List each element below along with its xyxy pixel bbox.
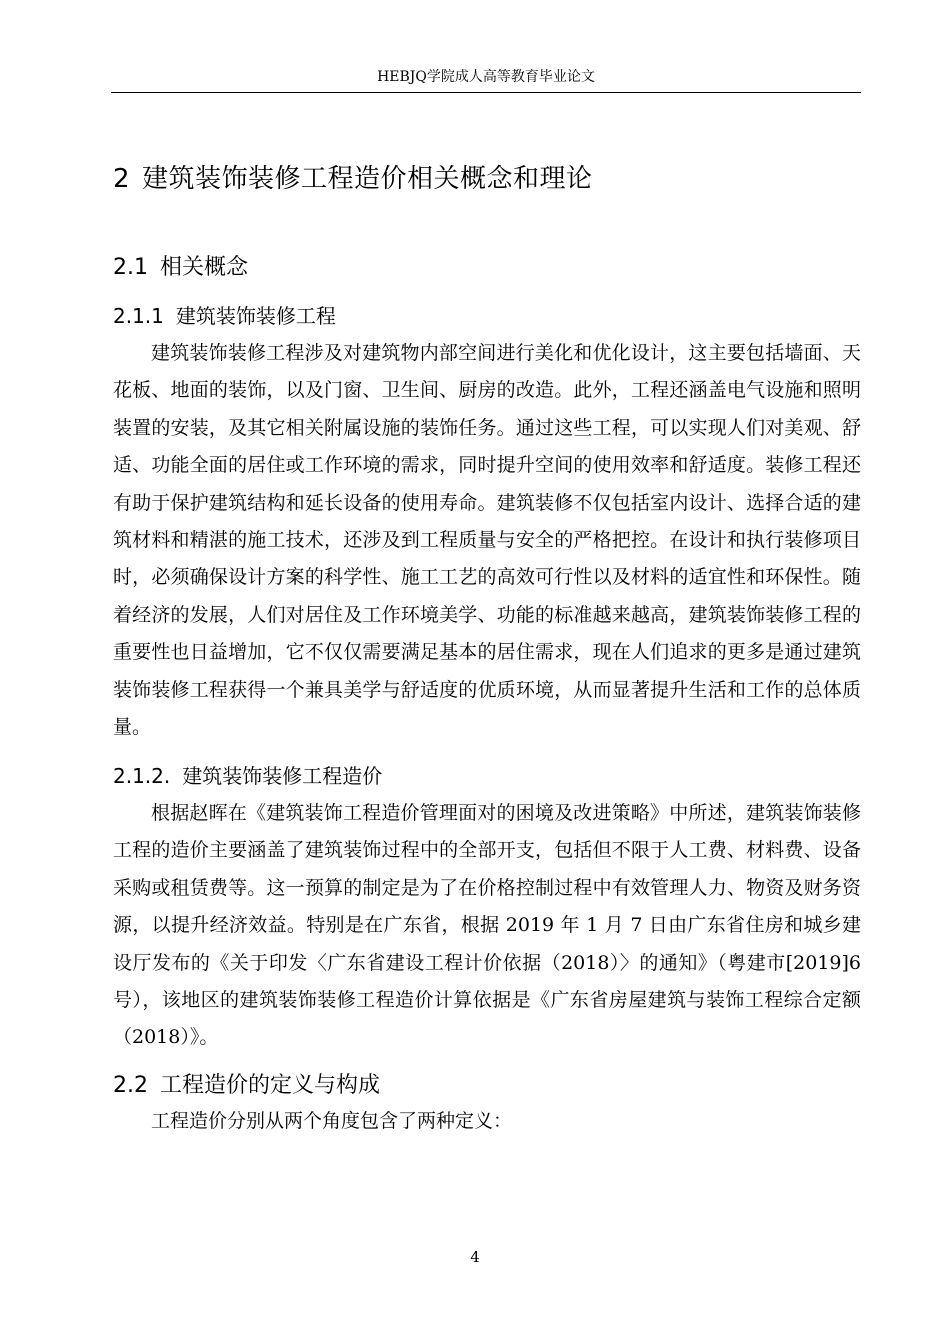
section-2-1-1-paragraph: 建筑装饰装修工程涉及对建筑物内部空间进行美化和优化设计，这主要包括墙面、天花板、地面的装饰，以及门窗、卫生间、厨房的改造。此外，工程还涵盖电气设施和照明装置的安装，及其它相关附属设施的装饰任务。通过这些工程，可以实现人们对美观、舒适、功能全面的居住或工作环境的需求，同时提升空间的使用效率和舒适度。装修工程还有助于保护建筑结构和延长设备的使用寿命。建筑装修不仅包括室内设计、选择合适的建筑材料和精湛的施工技术，还涉及到工程质量与安全的严格把控。在设计和执行装修项目时，必须确保设计方案的科学性、施工工艺的高效可行性以及材料的适宜性和环保性。随着经济的发展，人们对居住及工作环境美学、功能的标准越来越高，建筑装饰装修工程的重要性也日益增加，它不仅仅需要满足基本的居住需求，现在人们追求的更多是通过建筑装饰装修工程获得一个兼具美学与舒适度的优质环境，从而显著提升生活和工作的总体质量。 [113,342,861,739]
chapter-title: 建筑装饰装修工程造价相关概念和理论 [142,164,593,194]
chapter-number: 2 [113,164,131,194]
chapter-heading [113,158,593,195]
running-header [111,66,861,93]
section-2-2-paragraph: 工程造价分别从两个角度包含了两种定义： [151,1110,513,1132]
section-2-1-2-number: 2.1.2. [113,764,171,788]
section-2-1-title: 相关概念 [160,255,249,280]
section-2-1-2-heading [113,760,382,789]
section-2-2-number: 2.2 [113,1073,148,1098]
section-2-2-title: 工程造价的定义与构成 [160,1073,381,1098]
section-2-1-number: 2.1 [113,255,148,280]
section-2-1-1-number: 2.1.1 [113,304,164,328]
page-number: 4 [470,1248,480,1266]
running-header-title: HEBJQ学院成人高等教育毕业论文 [377,69,595,85]
section-2-1-2-title: 建筑装饰装修工程造价 [182,764,383,788]
section-2-1-1-heading [113,300,336,329]
section-2-1-2-paragraph: 根据赵晖在《建筑装饰工程造价管理面对的困境及改进策略》中所述，建筑装饰装修工程的造价主要涵盖了建筑装饰过程中的全部开支，包括但不限于人工费、材料费、设备采购或租赁费等。这一预算的制定是为了在价格控制过程中有效管理人力、物资及财务资源，以提升经济效益。特别是在广东省，根据 2019 年 1 月 7 日由广东省住房和城乡建设厅发布的《关于印发〈广东省建设工程计价依据（2018）〉的通知》（粤建市[2019]6 号），该地区的建筑装饰装修工程造价计算依据是《广东省房屋建筑与装饰工程综合定额（2018）》。 [113,802,861,1049]
section-2-2-heading [113,1068,380,1099]
section-2-1-heading [113,250,248,281]
section-2-1-1-title: 建筑装饰装修工程 [175,304,336,328]
